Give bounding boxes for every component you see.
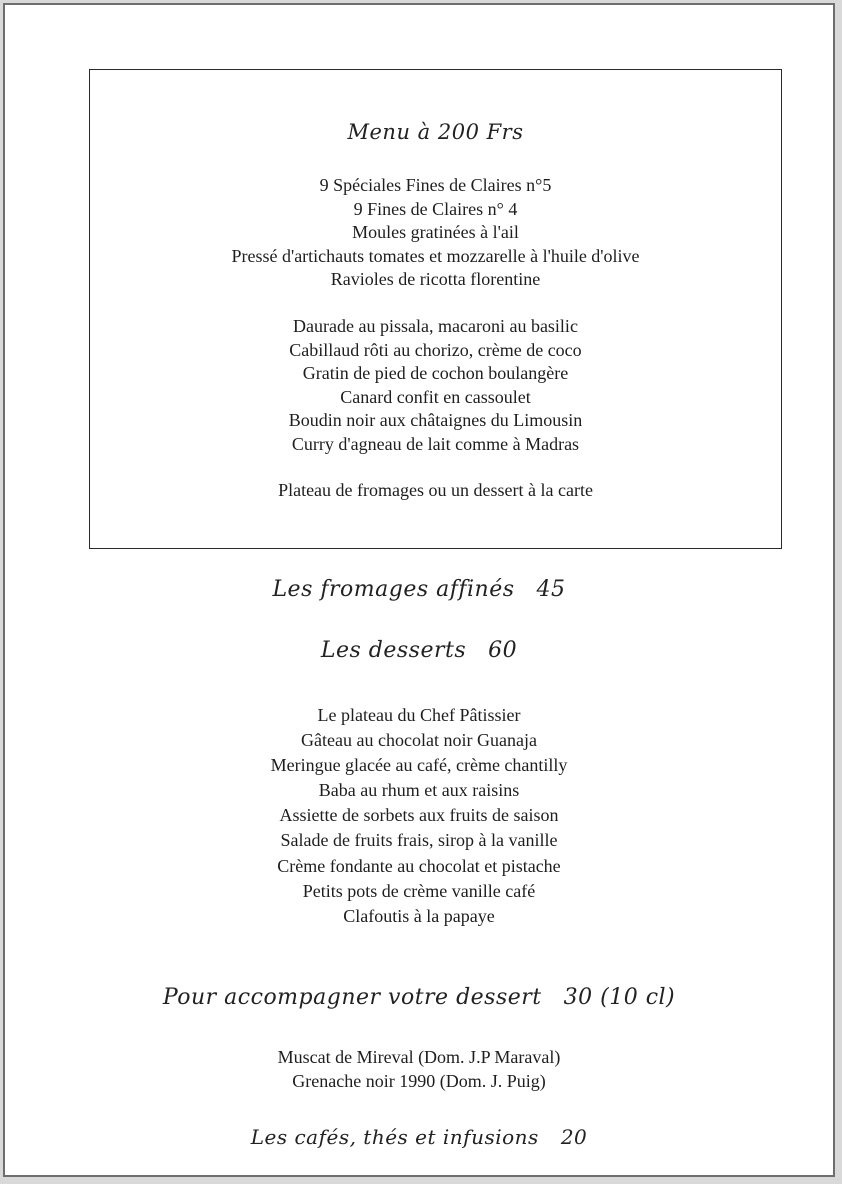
list-item: Salade de fruits frais, sirop à la vanille	[280, 830, 558, 851]
list-item: Meringue glacée au café, crème chantilly	[270, 755, 568, 776]
desserts-price: 60	[488, 638, 518, 663]
desserts-title: Les desserts	[320, 638, 467, 663]
accompany-price: 30 (10 cl)	[563, 985, 676, 1010]
accompany-heading	[5, 985, 833, 1010]
fromages-heading	[5, 577, 833, 602]
list-item: Curry d'agneau de lait comme à Madras	[291, 433, 580, 454]
list-item: Boudin noir aux châtaignes du Limousin	[288, 410, 583, 431]
list-item: Crème fondante au chocolat et pistache	[277, 855, 561, 876]
list-item: Cabillaud rôti au chorizo, crème de coco	[289, 339, 582, 360]
set-menu-title: Menu à 200 Frs	[347, 120, 524, 144]
fromages-price: 45	[536, 577, 566, 602]
list-item: Petits pots de crème vanille café	[302, 880, 536, 901]
accompany-list	[5, 1045, 833, 1093]
desserts-list	[5, 703, 833, 929]
cheese-or-dessert: Plateau de fromages ou un dessert à la carte	[278, 480, 593, 500]
list-item: Baba au rhum et aux raisins	[318, 780, 520, 801]
list-item: 9 Spéciales Fines de Claires n°5	[319, 175, 552, 195]
accompany-title: Pour accompagner votre dessert	[162, 985, 542, 1010]
list-item: Grenache noir 1990 (Dom. J. Puig)	[292, 1071, 546, 1091]
list-item: Gratin de pied de cochon boulangère	[302, 363, 569, 384]
list-item: Canard confit en cassoulet	[340, 386, 531, 407]
list-item: Gâteau au chocolat noir Guanaja	[301, 730, 537, 751]
desserts-heading	[5, 638, 833, 663]
list-item: 9 Fines de Claires n° 4	[353, 198, 518, 219]
mains-list	[90, 315, 781, 457]
cafes-title: Les cafés, thés et infusions	[250, 1125, 539, 1149]
menu-page	[3, 3, 835, 1177]
list-item: Moules gratinées à l'ail	[352, 222, 519, 243]
fromages-title: Les fromages affinés	[272, 577, 515, 602]
list-item: Pressé d'artichauts tomates et mozzarelle à l'huile d'olive	[231, 245, 640, 266]
cafes-heading	[5, 1125, 833, 1149]
cafes-price: 20	[560, 1125, 588, 1149]
list-item: Assiette de sorbets aux fruits de saison	[279, 805, 559, 826]
starters-list	[90, 174, 781, 292]
list-item: Muscat de Mireval (Dom. J.P Maraval)	[277, 1047, 561, 1067]
list-item: Ravioles de ricotta florentine	[330, 269, 541, 290]
set-menu-frame	[89, 69, 782, 549]
list-item: Le plateau du Chef Pâtissier	[317, 705, 521, 725]
list-item: Daurade au pissala, macaroni au basilic	[293, 316, 578, 336]
list-item: Clafoutis à la papaye	[343, 905, 495, 926]
